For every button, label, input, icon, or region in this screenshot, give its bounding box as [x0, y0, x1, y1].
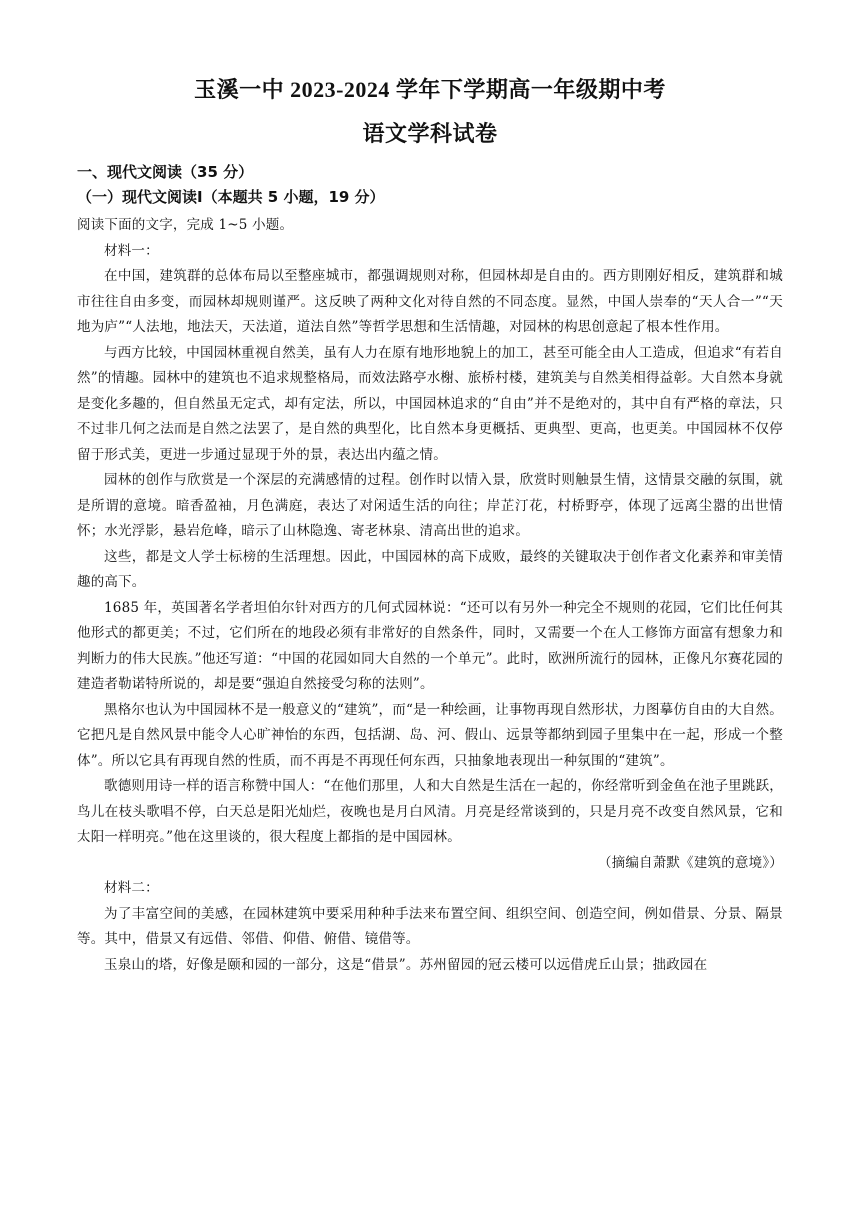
section-heading: 一、现代文阅读（35 分） [77, 163, 254, 181]
material2-paragraph: 玉泉山的塔，好像是颐和园的一部分，这是“借景”。苏州留园的冠云楼可以远借虎丘山景；拙政园在 [104, 956, 708, 973]
material1-paragraph: 歌德则用诗一样的语言称赞中国人：“在他们那里，人和大自然是生活在一起的，你经常听到金鱼在池子里跳跃，鸟儿在枝头歌唱不停，白天总是阳光灿烂，夜晚也是月白风清。月亮是经常谈到的，只是月亮不改变自然风景，它和太阳一样明亮。”他在这里谈的，很大程度上都指的是中国园林。 [77, 778, 783, 845]
reading-passage [77, 213, 783, 978]
material2-label: 材料二： [104, 880, 159, 896]
material1-label: 材料一： [104, 242, 159, 259]
exam-subtitle: 语文学科试卷 [362, 121, 498, 146]
material1-paragraph: 1685 年，英国著名学者坦伯尔针对西方的几何式园林说：“还可以有另外一种完全不规则的花园，它们比任何其他形式的都更美；不过，它们所在的地段必须有非常好的自然条件，同时，又需要一个在人工修饰方面富有想象力和判断力的伟大民族。”他还写道：“中国的花园如同大自然的一个单元”。此时，欧洲所流行的园林，正像凡尔赛花园的建造者勒诺特所说的，却是要“强迫自然接受匀称的法则”。 [77, 599, 783, 692]
subsection-heading: （一）现代文阅读Ⅰ（本题共 5 小题，19 分） [77, 188, 385, 206]
material1-paragraph: 在中国，建筑群的总体布局以至整座城市，都强调规则对称，但园林却是自由的。西方則刚好相反，建筑群和城市往往自由多变，而园林却规则谨严。这反映了两种文化对待自然的不同态度。显然，中国人崇奉的“天人合一”“天地为庐”“人法地，地法天，天法道，道法自然”等哲学思想和生活情趣，对园林的构思创意起了根本性作用。 [77, 268, 783, 335]
exam-title: 玉溪一中 2023-2024 学年下学期高一年级期中考 [194, 77, 666, 102]
material1-paragraph: 园林的创作与欣赏是一个深层的充满感情的过程。创作时以情入景，欣赏时则触景生情，这情景交融的氛围，就是所谓的意境。暗香盈袖，月色满庭，表达了对闲适生活的向往；岸芷汀花，村桥野亭，体现了远离尘嚣的出世情怀；水光浮影，悬岩危峰，暗示了山林隐逸、寄老林泉、清高出世的追求。 [77, 472, 783, 539]
instruction-text: 阅读下面的文字，完成 1~5 小题。 [77, 217, 294, 233]
material1-source: （摘编自萧默《建筑的意境》） [597, 854, 783, 871]
material1-paragraph: 与西方比较，中国园林重视自然美，虽有人力在原有地形地貌上的加工，甚至可能全由人工造成，但追求“有若自然”的情趣。园林中的建筑也不追求规整格局，而效法路亭水榭、旅桥村楼，建筑美与自然美相得益彰。大自然本身就是变化多趣的，但自然虽无定式，却有定法，所以，中国园林追求的“自由”并不是绝对的，其中自有严格的章法，只不过非几何之法而是自然之法罢了，是自然的典型化，比自然本身更概括、更典型、更高，也更美。中国园林不仅停留于形式美，更进一步通过显现于外的景，表达出内蕴之情。 [77, 344, 783, 463]
material1-paragraph: 这些，都是文人学士标榜的生活理想。因此，中国园林的高下成败，最终的关键取决于创作者文化素养和审美情趣的高下。 [77, 548, 783, 590]
material1-paragraph: 黑格尔也认为中国园林不是一般意义的“建筑”，而“是一种绘画，让事物再现自然形状，力图摹仿自由的大自然。它把凡是自然风景中能令人心旷神怡的东西，包括湖、岛、河、假山、远景等都纳到园子里集中在一起，形成一个整体”。所以它具有再现自然的性质，而不再是不再现任何东西，只抽象地表现出一种氛围的“建筑”。 [77, 701, 783, 769]
material2-paragraph: 为了丰富空间的美感，在园林建筑中要采用种种手法来布置空间、组织空间、创造空间，例如借景、分景、隔景等。其中，借景又有远借、邻借、仰借、俯借、镜借等。 [77, 905, 783, 947]
